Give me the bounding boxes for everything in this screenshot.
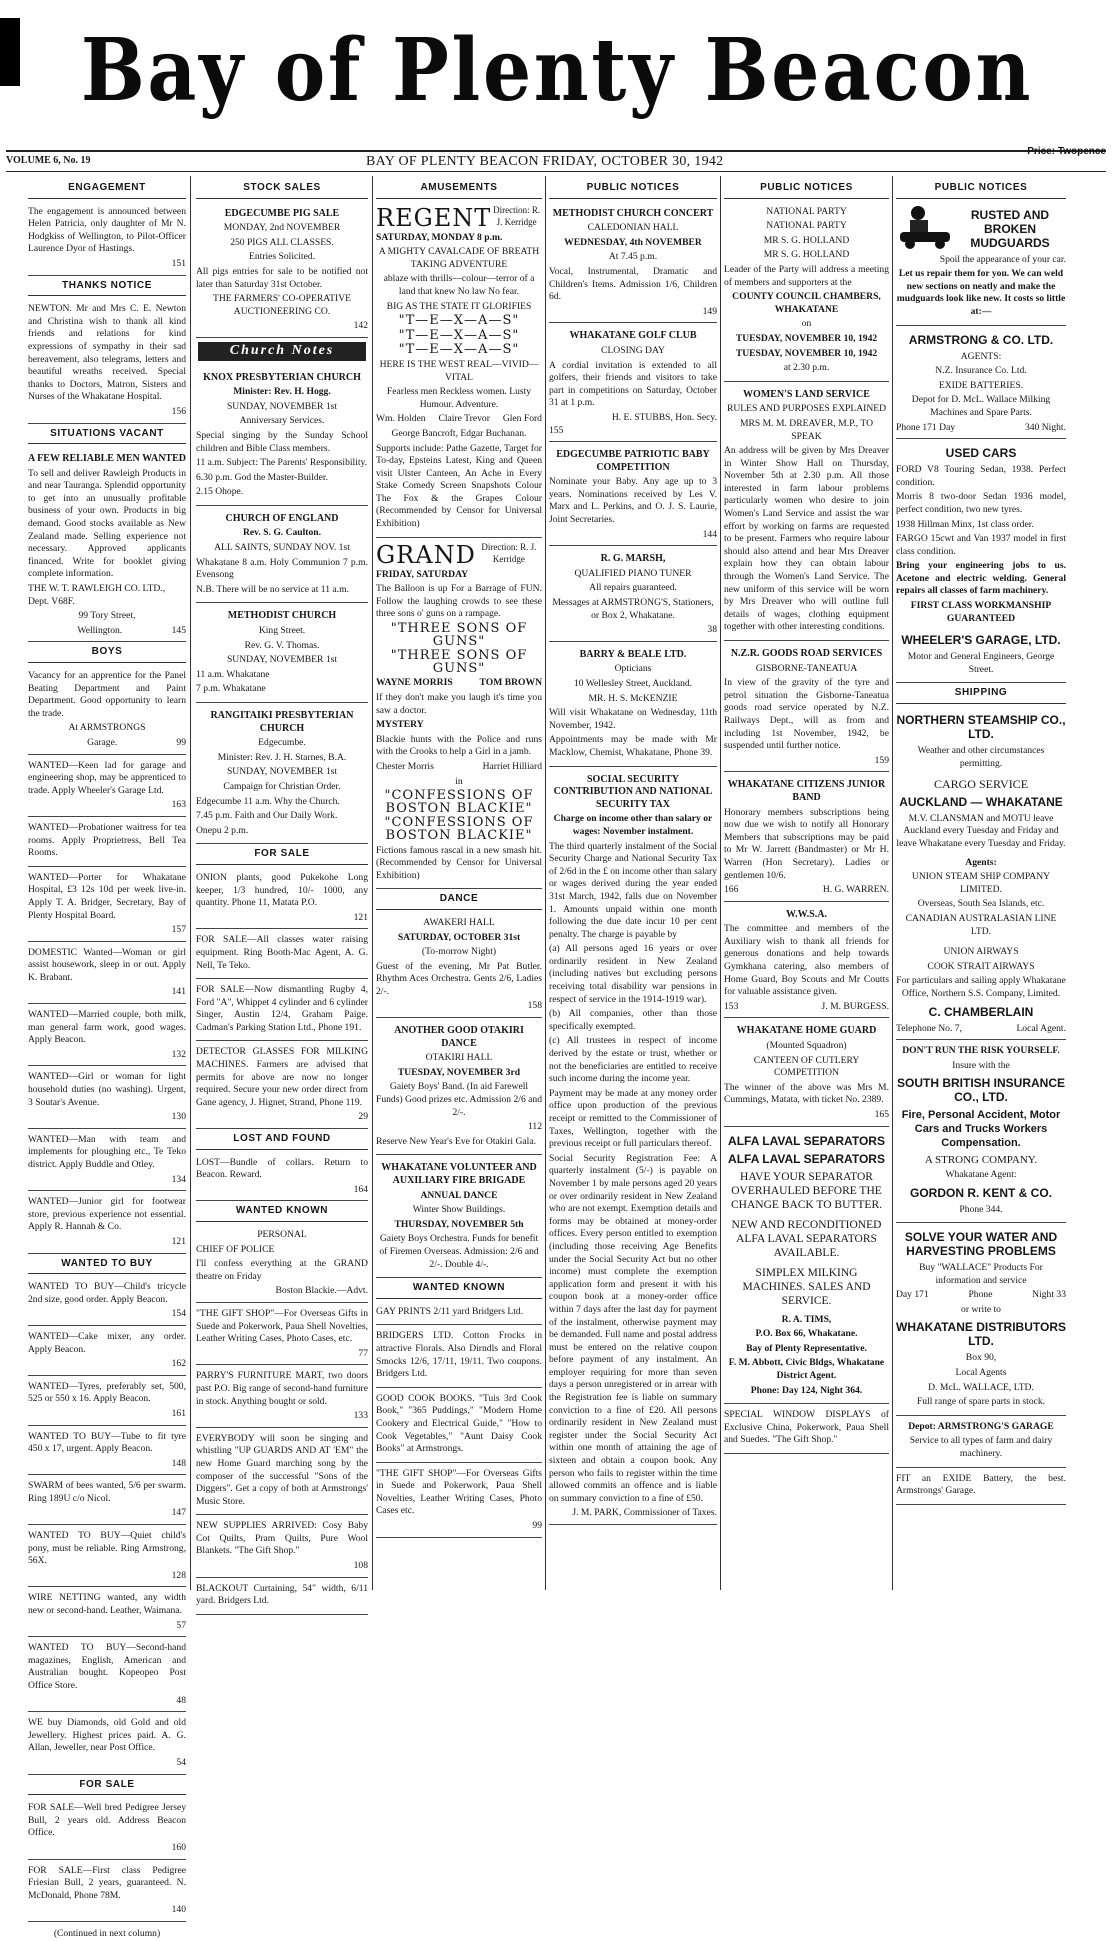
knox-church-notice: KNOX PRESBYTERIAN CHURCH Minister: Rev. H. Hogg. SUNDAY, NOVEMBER 1st Anniversary Services. Special singing by the Sunday School children and Bible Class members. 11 a.m. Subject: The Parents' Responsibility. 6.30 p.m. God the Master-Builder. 2.15 Ohope. [196,365,368,506]
column-rule [190,176,191,1590]
classified-ad: BLACKOUT Curtaining, 54" width, 6/11 yard. Bridgers Ltd. [196,1578,368,1615]
otakiri-dance-ad: ANOTHER GOOD OTAKIRI DANCE OTAKIRI HALL TUESDAY, NOVEMBER 3rd Gaiety Boys' Band. (In aid Farewell Funds) Good prizes etc. Admission 2/6 and 2/-. 112 Reserve New Year's Eve for Otakiri Gala. [376,1018,542,1155]
classified-ad: WANTED—Cake mixer, any order. Apply Beacon. 162 [28,1326,186,1376]
section-heading: SITUATIONS VACANT [28,424,186,445]
classified-ad: WANTED—Girl or woman for light household duties (no washing). Urgent, 3 Soutar's Avenue. 130 [28,1066,186,1128]
alfa-laval-ad: ALFA LAVAL SEPARATORS ALFA LAVAL SEPARATORS HAVE YOUR SEPARATOR OVERHAULED BEFORE THE CHANGE BACK TO BUTTER. NEW AND RECONDITIONED ALFA LAVAL SEPARATORS AVAILABLE. SIMPLEX MILKING MACHINES. SALES AND SERVICE. R. A. TIMS, P.O. Box 66, Whakatane. Bay of Plenty Representative. F. M. Abbott, Civic Bldgs, Whakatane District Agent. Phone: Day 124, Night 364. [724,1127,889,1405]
classified-ad: WANTED TO BUY—Tube to fit tyre 450 x 17, urgent. Apply Beacon. 148 [28,1426,186,1476]
classified-ad: DOMESTIC Wanted—Woman or girl assist housework, sleep in or out. Apply K. Brabant. 141 [28,942,186,1004]
section-heading: WANTED TO BUY [28,1254,186,1275]
shipping-ad: NORTHERN STEAMSHIP CO., LTD. Weather and other circumstances permitting. CARGO SERVICE AUCKLAND — WHAKATANE M.V. CLANSMAN and MOTU leave Auckland every Tuesday and Friday and leave Whakatane every Tuesday and Friday. Agents: UNION STEAM SHIP COMPANY LIMITED. Overseas, South Sea Islands, etc. CANADIAN AUSTRALASIAN LINE LTD. UNION AIRWAYS COOK STRAIT AIRWAYS For particulars and sailing apply Whakatane Office, Northern S.S. Company, Limited. C. CHAMBERLAIN Telephone No. 7, Local Agent. [896,706,1066,1040]
section-heading: ENGAGEMENT [28,178,186,199]
regent-theatre-ad: REGENT Direction: R. J. Kerridge SATURDAY, MONDAY 8 p.m. A MIGHTY CAVALCADE OF BREATH TAKING ADVENTURE ablaze with thrills—colour—terror of a land that knew No law No fear. BIG AS THE STATE IT GLORIFIES "T—E—X—A—S" "T—E—X—A—S" "T—E—X—A—S" HERE IS THE WEST REAL—VIVID—VITAL Fearless men Reckless women. Lusty Humour. Adventure. Wm. Holden Claire Trevor Glen Ford George Bancroft, Edgar Buchanan. Supports include: Pathe Gazette, Target for To-day, Epsteins Latest, King and Queen visit Ulster Canteen, An Ache in Every Stake Comedy Screen Snapshots Colour The Fox & the Grapes Colour (Recommended by Censor for Universal Exhibition) [376,201,542,538]
wwsa-notice: W.W.S.A. The committee and members of the Auxiliary wish to thank all friends for generous donations and help towards Gymkhana catering, also members of Home Guard, Boy Scouts and Mr Coutts for valuable assistance given. 153 J. M. BURGESS. [724,902,889,1019]
classified-ad: EVERYBODY will soon be singing and whistling "UP GUARDS AND AT 'EM" the new Home Guard marching song by the composer of the successful "Sons of the Diggers". Get a copy of both at Armstrongs' Music Store. [196,1428,368,1516]
boys-ad: Vacancy for an apprentice for the Panel Beating Department and Paint Department. Good opportunity to learn the trade. At ARMSTRONGS Garage. 99 [28,665,186,755]
column-rule [372,176,373,1590]
classified-ad: WANTED—Tyres, preferably set, 500, 525 or 550 x 16. Apply Beacon. 161 [28,1376,186,1426]
column-rule [720,176,721,1590]
fire-brigade-dance-ad: WHAKATANE VOLUNTEER AND AUXILIARY FIRE BRIGADE ANNUAL DANCE Winter Show Buildings. THURSDAY, NOVEMBER 5th Gaiety Boys Orchestra. Funds for benefit of Firemen Overseas. Admission: 2/6 and 2/-. Double 4/-. [376,1155,542,1278]
classified-ad: WANTED TO BUY—Child's tricycle 2nd size, good order. Apply Beacon. 154 [28,1276,186,1326]
water-harvesting-ad: SOLVE YOUR WATER AND HARVESTING PROBLEMS Buy "WALLACE" Products For information and service Day 171 Phone Night 33 or write to WHAKATANE DISTRIBUTORS LTD. Box 90, Local Agents D. McL. WALLACE, LTD. Full range of spare parts in stock. [896,1223,1066,1416]
classified-ad: WANTED—Keen lad for garage and engineering shop, may be apprenticed to trade. Apply Wheeler's Garage Ltd. 163 [28,755,186,817]
classified-ad: WIRE NETTING wanted, any width new or second-hand. Leather, Waimana. 57 [28,1587,186,1637]
classified-ad: GAY PRINTS 2/11 yard Bridgers Ltd. [376,1301,542,1326]
classified-ad: WANTED—Married couple, both milk, man general farm work, good wages. Apply Beacon. 132 [28,1004,186,1066]
methodist-church-notice: METHODIST CHURCH King Street. Rev. G. V. Thomas. SUNDAY, NOVEMBER 1st 11 a.m. Whakatane 7 p.m. Whakatane [196,603,368,703]
social-security-notice: SOCIAL SECURITY CONTRIBUTION AND NATIONAL SECURITY TAX Charge on income other than salary or wages: November instalment. The third quarterly instalment of the Social Security Charge and National Security Tax of 2/6d in the £ on income other than salary or wages derived during the year ended 31st March, 1942, falls due on November 1. Amounts unpaid within one month following the due date incur 10 per cent penalty. The charge is payable by (a) All persons aged 16 years or over ordinarily resident in New Zealand (including natives but excluding persons receiving total disability war pensions in respect of service in the 1914-1919 war). (b) All companies, other than those specifically exempted. (c) All trustees in respect of income derived by the estate or trust, whether or not the beneficiaries are entitled to receive such income during the income year. Payment may be made at any money order office upon production of the previous receipt or remitted to the Commissioner of Taxes, Wellington, together with the previous receipt or full particulars thereof. Social Security Registration Fee: A quarterly instalment (5/-) is payable on November 1 by male persons aged 20 years or over ordinarily resident in New Zealand who are not exempt. Exemption details and forms may be obtained at money-order offices. Every person entitled to exemption (including those receiving Age Benefits under the Social Security Act but no other income) must complete the exemption application form and present it with his coupon book at a money-order office within 7 days after the last day for payment of the instalment, otherwise payment may be demanded. Full name and postal address must be entered on the relative coupon before payment of any instalment. An employer requiring for more than seven days a person unregistered or in arrear with the Registration fee is liable on summary conviction to a fine of £20. All persons ordinarily resident in New Zealand must register under the Social Security Act within one month of attaining the age of sixteen and obtain a coupon book. Any person who fails to register within the time allowed commits an offence and is liable on summary conviction to a fine of £50. J. M. PARK, Commissioner of Taxes. [549,767,717,1525]
publication-date: BAY OF PLENTY BEACON FRIDAY, OCTOBER 30, 1942 [366,154,724,169]
section-heading: WANTED KNOWN [376,1278,542,1299]
section-heading: DANCE [376,889,542,910]
womens-land-service-notice: WOMEN'S LAND SERVICE RULES AND PURPOSES EXPLAINED MRS M. M. DREAVER, M.P., TO SPEAK An address will be given by Mrs Dreaver in Winter Show Hall on Thursday, November 5th at 2.30 p.m. All those interested in farm labour problems particularly women who desire to join Women's Land Service and assist the war effort by working on farms are requested to be present. Farmers who require labour should also attend and hear Mrs Dreaver explain how they can obtain labour through the Women's Land Service. The new uniform of this service will be worn by Mrs Dreaver who will outline full details of wages, clothing equipment together with other interesting conditions. [724,382,889,641]
armstrong-co-ad: ARMSTRONG & CO. LTD. AGENTS: N.Z. Insurance Co. Ltd. EXIDE BATTERIES. Depot for D. McL. Wallace Milking Machines and Spare Parts. Phone 171 Day 340 Night. [896,326,1066,440]
national-party-notice: NATIONAL PARTY NATIONAL PARTY MR S. G. HOLLAND MR S. G. HOLLAND Leader of the Party will address a meeting of members and supporters at the COUNTY COUNCIL CHAMBERS, WHAKATANE on TUESDAY, NOVEMBER 10, 1942 TUESDAY, NOVEMBER 10, 1942 at 2.30 p.m. [724,201,889,382]
column-3 [376,178,542,1588]
engagement-notice: The engagement is announced between Helen Patricia, only daughter of Mr N. Hodgkiss of Wellington, to Pilot-Officer Laurence Dyor of Hastings. 151 [28,201,186,276]
insurance-ad: DON'T RUN THE RISK YOURSELF. Insure with the SOUTH BRITISH INSURANCE CO., LTD. Fire, Personal Accident, Motor Cars and Trucks Workers Compensation. A STRONG COMPANY. Whakatane Agent: GORDON R. KENT & CO. Phone 344. [896,1040,1066,1223]
classified-ad: BRIDGERS LTD. Cotton Frocks in attractive Florals. Also Dirndls and Floral Smocks 12/6, 17/11, 19/11. Two coupons. Bridgers Ltd. [376,1325,542,1387]
classified-ad: WE buy Diamonds, old Gold and old Jewellery. Highest prices paid. A. G. Allan, Jeweller, near Post Office. 54 [28,1712,186,1774]
section-heading: FOR SALE [28,1775,186,1796]
corner-mark [0,18,20,86]
car-repair-icon [896,204,954,250]
classified-ad: FOR SALE—Now dismantling Rugby 4, Ford "A", Whippet 4 cylinder and 6 cylinder Singer, Austin 12/4, Graham Paige. Cadman's Parking Station Ltd., Phone 191. [196,979,368,1041]
dateline [6,146,1106,172]
column-6 [896,178,1066,1588]
church-of-england-notice: CHURCH OF ENGLAND Rev. S. G. Caulton. ALL SAINTS, SUNDAY NOV. 1st Whakatane 8 a.m. Holy Communion 7 p.m. Evensong N.B. There will be no service at 11 a.m. [196,506,368,604]
used-cars-ad: USED CARS FORD V8 Touring Sedan, 1938. Perfect condition. Morris 8 two-door Sedan 1936 model, perfect condition, two new tyres. 1938 Hillman Minx, 1st class order. FARGO 15cwt and Van 1937 model in first class condition. Bring your engineering jobs to us. Acetone and electric welding. General repairs all classes of farm machinery. FIRST CLASS WORKMANSHIP GUARANTEED WHEELER'S GARAGE, LTD. Motor and General Engineers, George Street. [896,439,1066,683]
methodist-concert-notice: METHODIST CHURCH CONCERT CALEDONIAN HALL WEDNESDAY, 4th NOVEMBER At 7.45 p.m. Vocal, Instrumental, Dramatic and Children's Items. Admission 1/6, Children 6d. 149 [549,201,717,324]
section-heading: PUBLIC NOTICES [896,178,1066,199]
grand-theatre-ad: GRAND Direction: R. J. Kerridge FRIDAY, SATURDAY The Balloon is up For a Barrage of FUN. Follow the laughing crowds to see these three sons o' guns on a rampage. "THREE SONS OF GUNS" "THREE SONS OF GUNS" WAYNE MORRIS TOM BROWN If they don't make you laugh it's time you saw a doctor. MYSTERY Blackie hunts with the Police and runs with the Crooks to help a Girl in a jamb. Chester Morris Harriet Hilliard in "CONFESSIONS OF BOSTON BLACKIE" "CONFESSIONS OF BOSTON BLACKIE" Fictions famous rascal in a new smash hit. (Recommended by Censor for Universal Exhibition) [376,538,542,890]
column-5 [724,178,889,1588]
personal-notice: PERSONAL CHIEF OF POLICE I'll confess everything at the GRAND theatre on Friday Boston Blackie.—Advt. [196,1224,368,1303]
column-4 [549,178,717,1588]
section-heading: PUBLIC NOTICES [549,178,717,199]
pig-sale-ad: EDGECUMBE PIG SALE MONDAY, 2nd NOVEMBER 250 PIGS ALL CLASSES. Entries Solicited. All pigs entries for sale to be notified not later than Saturday 31st October. THE FARMERS' CO-OPERATIVE AUCTIONEERING CO. 142 [196,201,368,338]
classified-ad: ONION plants, good Pukekohe Long keeper, 1/3 hundred, 10/- 1000, any quantity. Phone 11, Matata P.O. 121 [196,867,368,929]
classified-ad: NEW SUPPLIES ARRIVED: Cosy Baby Cot Quilts, Pram Quilts, Pure Wool Blankets. "The Gift Shop." 108 [196,1515,368,1577]
classified-ad: LOST—Bundle of collars. Return to Beacon. Reward. 164 [196,1152,368,1202]
repair-illustration [896,204,954,250]
volume-number: VOLUME 6, No. 19 [6,155,91,166]
classified-ad: WANTED—Junior girl for footwear store, previous experience not essential. Apply R. Hannah & Co. 121 [28,1191,186,1253]
classified-ad: PARRY'S FURNITURE MART, two doors past P.O. Big range of second-hand furniture in stock. Anything bought or sold. 133 [196,1365,368,1427]
church-notes-banner: Church Notes [198,342,366,361]
classified-ad: FOR SALE—All classes water raising equipment. Ring Booth-Mac Agent, A. G. Nell, Te Teko. [196,929,368,979]
classified-ad: WANTED TO BUY—Quiet child's pony, must be reliable. Ring Armstrong, 56X. 128 [28,1525,186,1587]
armstrongs-garage-ad: Depot: ARMSTRONG'S GARAGE Service to all types of farm and dairy machinery. [896,1416,1066,1468]
rangitaiki-church-notice: RANGITAIKI PRESBYTERIAN CHURCH Edgecumbe. Minister: Rev. J. H. Starnes, B.A. SUNDAY, NOVEMBER 1st Campaign for Christian Order. Edgecumbe 11 a.m. Why the Church. 7.45 p.m. Faith and Our Daily Work. Onepu 2 p.m. [196,703,368,844]
classified-ad: WANTED—Man with team and implements for ploughing etc., Te Teko district. Apply Buddle and Otley. 134 [28,1129,186,1191]
junior-band-notice: WHAKATANE CITIZENS JUNIOR BAND Honorary members subscriptions being now due we wish to notify all Honorary Members that subscriptions may be paid to Mr W. Jarrett (Bandmaster) or Mr H. Warren (Hon Secretary). Ladies or gentlemen 10/6. 166 H. G. WARREN. [724,772,889,901]
golf-club-notice: WHAKATANE GOLF CLUB CLOSING DAY A cordial invitation is extended to all golfers, their friends and visitors to take part in competitions on Saturday, October 31 at 1 p.m. H. E. STUBBS, Hon. Secy. 155 [549,323,717,442]
classified-ad: WANTED—Probationer waitress for tea rooms. Apply Proprietress, Bell Tea Rooms. [28,817,186,867]
classified-ad: "THE GIFT SHOP"—For Overseas Gifts in Suede and Pokerwork, Paua Shell Novelties, Leather Writing Cases, Photo Cases, etc. 77 [196,1303,368,1365]
classified-ad: WANTED TO BUY—Second-hand magazines, English, American and Australian bought. Kopeopeo Post Office Store. 48 [28,1637,186,1712]
section-heading: LOST AND FOUND [196,1129,368,1150]
classified-ad: WANTED—Porter for Whakatane Hospital, £3 12s 10d per week live-in. Apply T. A. Bridger, Secretary, Bay of Plenty Hospital Board. 157 [28,867,186,942]
nzr-road-services-notice: N.Z.R. GOODS ROAD SERVICES GISBORNE-TANEATUA In view of the gravity of the tyre and petrol situation the Gisborne-Taneatua goods road service operated by N.Z. Railways Dept., will as from and including 1st November, 1942, be suspended until further notice. 159 [724,641,889,772]
section-heading: THANKS NOTICE [28,276,186,297]
section-heading: AMUSEMENTS [376,178,542,199]
home-guard-notice: WHAKATANE HOME GUARD (Mounted Squadron) CANTEEN OF CUTLERY COMPETITION The winner of the above was Mrs M. Cummings, Matata, with ticket No. 2389. 165 [724,1018,889,1126]
classified-ad: GOOD COOK BOOKS. "Tuis 3rd Cook Book," "365 Puddings," "Modern Home Cookery and Electrical Guide," "How to Cook Vegetables," "Aunt Daisy Cook Books" at Armstrongs. [376,1388,542,1463]
section-heading: WANTED KNOWN [196,1201,368,1222]
column-1 [28,178,186,1939]
optician-ad: BARRY & BEALE LTD. Opticians 10 Wellesley Street, Auckland. MR. H. S. McKENZIE Will visit Whakatane on Wednesday, 11th November, 1942. Appointments may be made with Mr Macklow, Chemist, Whakatane, Phone 39. [549,642,717,767]
section-heading: STOCK SALES [196,178,368,199]
section-heading: SHIPPING [896,683,1066,704]
classified-ad: "THE GIFT SHOP"—For Overseas Gifts in Suede and Pokerwork, Paua Shell Novelties, Leather Writing Cases, Photo Cases etc. 99 [376,1463,542,1538]
newspaper-title: Bay of Plenty Beacon [80,20,1034,121]
piano-tuner-ad: R. G. MARSH, QUALIFIED PIANO TUNER All repairs guaranteed. Messages at ARMSTRONG'S, Stationers, or Box 2, Whakatane. 38 [549,546,717,642]
classified-ad: DETECTOR GLASSES FOR MILKING MACHINES. Farmers are advised that permits for above are now no longer required. Secure your new order direct from Gane agency, J. Hignet, Strand, Phone 119. 29 [196,1041,368,1129]
rawleigh-ad: A FEW RELIABLE MEN WANTED To sell and deliver Rawleigh Products in and near Tauranga. Splendid opportunity to get into an unusually profitable business of your own. Products in big demand. Good stocks available as New Zealand made. Selling experience not necessary. Approved applicants financed. Write for booklet giving complete information. THE W. T. RAWLEIGH CO. LTD., Dept. V68F. 99 Tory Street, Wellington. 145 [28,446,186,642]
column-rule [892,176,893,1590]
classified-ad: SWARM of bees wanted, 5/6 per swarm. Ring 189U c/o Nicol. 147 [28,1475,186,1525]
classified-ad: FOR SALE—Well bred Pedigree Jersey Bull, 2 years old. Address Beacon Office. 160 [28,1797,186,1859]
section-heading: BOYS [28,642,186,663]
masthead [0,0,1114,152]
price: Price: Twopence [1027,146,1106,157]
thanks-notice: NEWTON. Mr and Mrs C. E. Newton and Christina wish to thank all kind friends and relations for kind expressions of sympathy in their sad bereavement, also telegrams, letters and beautiful wreaths received. Special thanks to Doctors, Matron, Sisters and Nurses of the Whakatane Hospital. 156 [28,298,186,423]
classified-ad: FOR SALE—First class Pedigree Friesian Bull, 2 years, guaranteed. N. McDonald, Phone 78M. 140 [28,1860,186,1922]
gift-shop-display-ad: SPECIAL WINDOW DISPLAYS of Exclusive China, Pokerwork, Paua Shell and Suedes. "The Gift Shop." [724,1404,889,1454]
mudguard-ad: RUSTED AND BROKEN MUDGUARDS Spoil the appearance of your car. Let us repair them for you. We can weld new sections on neatly and make the mudguards look like new. It costs so little at:— [896,201,1066,326]
continued-note: (Continued in next column) [53,1927,161,1939]
column-rule [545,176,546,1590]
awakeri-dance-ad: AWAKERI HALL SATURDAY, OCTOBER 31st (To-morrow Night) Guest of the evening, Mr Pat Butler. Rhythm Aces Orchestra. Gents 2/6, Ladies 2/-. 158 [376,912,542,1018]
section-heading: PUBLIC NOTICES [724,178,889,199]
section-heading: FOR SALE [196,844,368,865]
column-2 [196,178,368,1607]
exide-battery-ad: FIT an EXIDE Battery, the best. Armstrongs' Garage. [896,1468,1066,1505]
baby-competition-notice: EDGECUMBE PATRIOTIC BABY COMPETITION Nominate your Baby. Any age up to 3 years. Nominations received by Les V. Marx and L. Perkins, and O. J. S. Laurie, Joint Secretaries. 144 [549,442,717,546]
